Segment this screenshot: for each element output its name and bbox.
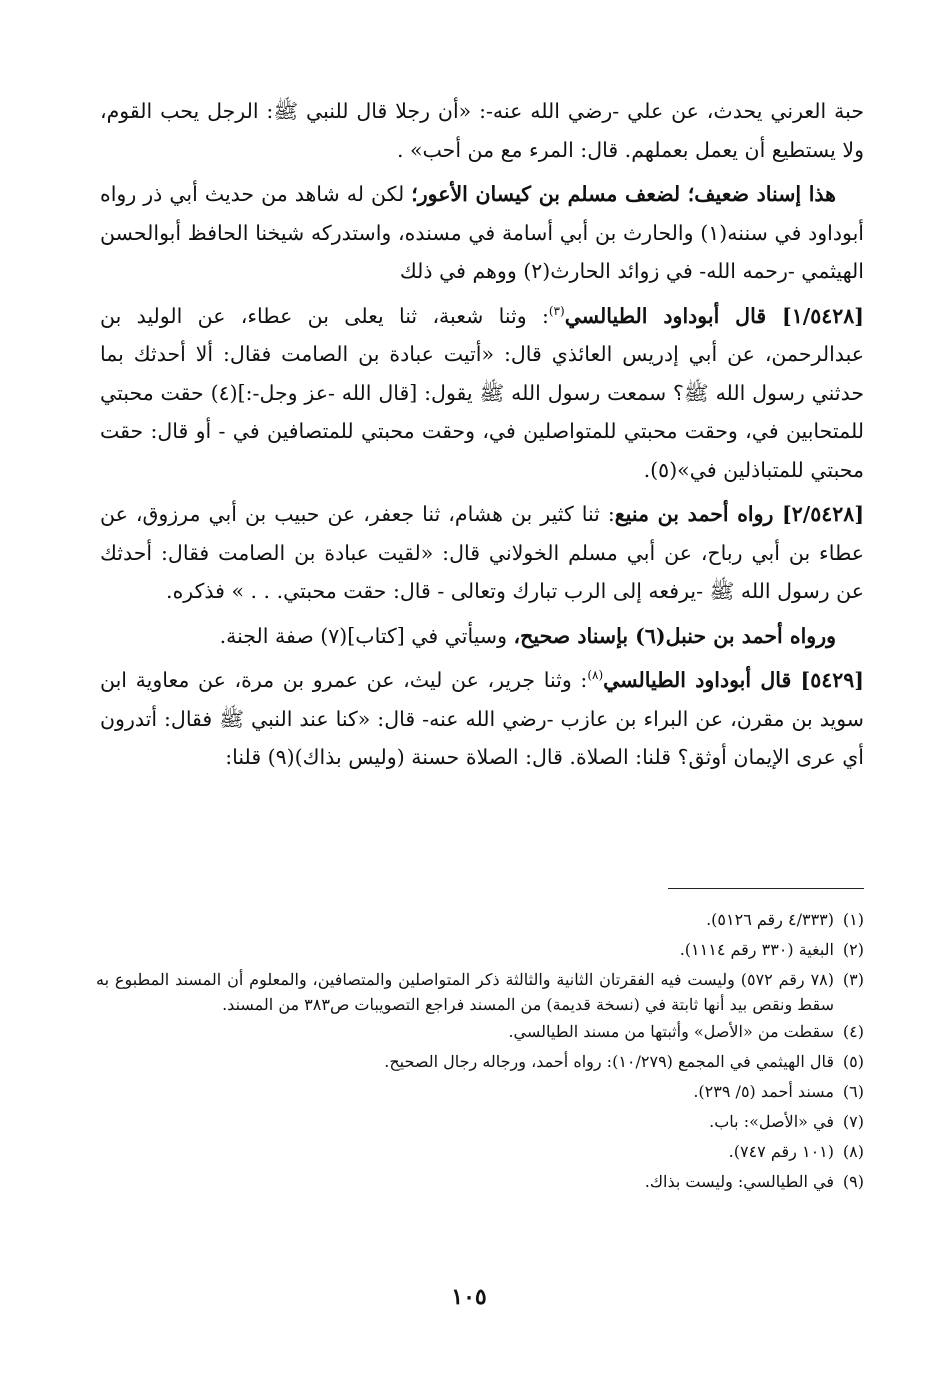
footnote-number: (٦): [842, 1082, 864, 1101]
footnote-6: [96, 1077, 864, 1107]
paragraph-4-text: : ثنا كثير بن هشام، ثنا جعفر، عن حبيب بن أبي مرزوق، عن عطاء بن أبي رباح، عن أبي مسلم الخولاني قال: «لقيت عبادة بن الصامت فقال: أحدثك عن رسول الله ﷺ -يرفعه إلى الرب تبارك وتعالى - قال: حقت محبتي. . . » فذكره.: [100, 502, 864, 603]
footnote-text: البغية (٣٣٠ رقم ١١١٤).: [679, 940, 834, 959]
paragraph-6-lead-footnote-mark: (٨): [587, 668, 604, 683]
footnote-3: [96, 965, 864, 1017]
footnote-number: (٩): [842, 1172, 864, 1191]
paragraph-3-lead: [١/٥٤٢٨] قال أبوداود الطيالسي: [564, 303, 864, 328]
footnote-5: [96, 1047, 864, 1077]
paragraph-3: [100, 297, 864, 490]
paragraph-6-text: : وثنا جرير، عن ليث، عن عمرو بن مرة، عن معاوية ابن سويد بن مقرن، عن البراء بن عازب -رضي الله عنه- قال: «كنا عند النبي ﷺ فقال: أتدرون أي عرى الإيمان أوثق؟ قلنا: الصلاة. قال: الصلاة حسنة (وليس بذاك)(٩) قلنا:: [100, 668, 864, 769]
main-text: [100, 92, 864, 783]
paragraph-1-text: حبة العرني يحدث، عن علي -رضي الله عنه-: «أن رجلا قال للنبي ﷺ: الرجل يحب القوم، ولا يستطيع أن يعمل بعملهم. قال: المرء مع من أحب» .: [100, 99, 864, 162]
paragraph-2-lead: هذا إسناد ضعيف؛ لضعف مسلم بن كيسان الأعور؛: [411, 182, 836, 206]
footnote-text: مسند أحمد (٥/ ٢٣٩).: [693, 1082, 834, 1101]
page-number: ١٠٥: [451, 1284, 487, 1310]
paragraph-5-text: وسيأتي في [كتاب](٧) صفة الجنة.: [219, 623, 507, 648]
footnote-text: في «الأصل»: باب.: [709, 1112, 834, 1131]
paragraph-2: [100, 175, 864, 291]
paragraph-5-lead: ورواه أحمد بن حنبل(٦) بإسناد صحيح،: [513, 623, 836, 648]
paragraph-4-lead: [٢/٥٤٢٨] رواه أحمد بن منيع: [614, 502, 865, 526]
footnote-number: (٤): [842, 1022, 864, 1041]
footnote-text: (١٠١ رقم ٧٤٧).: [728, 1142, 834, 1161]
footnote-4: [96, 1017, 864, 1047]
footnotes: [96, 905, 864, 1197]
footnote-7: [96, 1107, 864, 1137]
paragraph-4: [100, 495, 864, 611]
footnote-number: (٢): [842, 940, 864, 959]
footnote-2: [96, 935, 864, 965]
paragraph-6-lead: [٥٤٢٩] قال أبوداود الطيالسي: [603, 668, 864, 692]
footnote-text: في الطيالسي: وليست بذاك.: [644, 1172, 834, 1191]
footnote-number: (٣): [842, 970, 864, 989]
paragraph-5: [100, 617, 864, 656]
footnote-text: قال الهيثمي في المجمع (١٠/٢٧٩): رواه أحمد، ورجاله رجال الصحيح.: [384, 1052, 834, 1071]
paragraph-2-text: لكن له شاهد من حديث أبي ذر رواه أبوداود في سننه(١) والحارث بن أبي أسامة في مسنده، واستدركه شيخنا الحافظ أبوالحسن الهيثمي -رحمه الله- في زوائد الحارث(٢) ووهم في ذلك: [100, 182, 864, 283]
footnote-number: (٧): [842, 1112, 864, 1131]
footnote-text: سقطت من «الأصل» وأثبتها من مسند الطيالسي.: [508, 1022, 834, 1041]
footnote-1: [96, 905, 864, 935]
paragraph-3-lead-footnote-mark: (٣): [548, 303, 565, 318]
footnote-number: (٨): [842, 1142, 864, 1161]
footnote-8: [96, 1137, 864, 1167]
paragraph-3-text: : وثنا شعبة، ثنا يعلى بن عطاء، عن الوليد بن عبدالرحمن، عن أبي إدريس العائذي قال: «أتيت عبادة بن الصامت فقال: ألا أحدثك بما حدثني رسول الله ﷺ؟ سمعت رسول الله ﷺ يقول: [قال الله -عز وجل-:](٤) حقت محبتي للمتحابين في، وحقت محبتي للمتواصلين في، وحقت محبتي للمتصافين في - أو قال: حقت محبتي للمتباذلين في»(٥).: [100, 303, 864, 482]
footnote-separator: [668, 888, 864, 889]
footnote-9: [96, 1167, 864, 1197]
footnote-text: (٧٨ رقم ٥٧٢) وليست فيه الفقرتان الثانية والثالثة ذكر المتواصلين والمتصافين، والمعلوم أن المسند المطبوع به سقط ونقص بيد أنها ثابتة في (نسخة قديمة) من المسند فراجع التصويبات ص٣٨٣ من المسند.: [96, 970, 834, 1014]
footnote-number: (٥): [842, 1052, 864, 1071]
footnote-number: (١): [842, 910, 864, 929]
paragraph-6: [100, 661, 864, 777]
paragraph-1: [100, 92, 864, 169]
footnote-text: (٤/٣٣٣ رقم ٥١٢٦).: [706, 910, 834, 929]
